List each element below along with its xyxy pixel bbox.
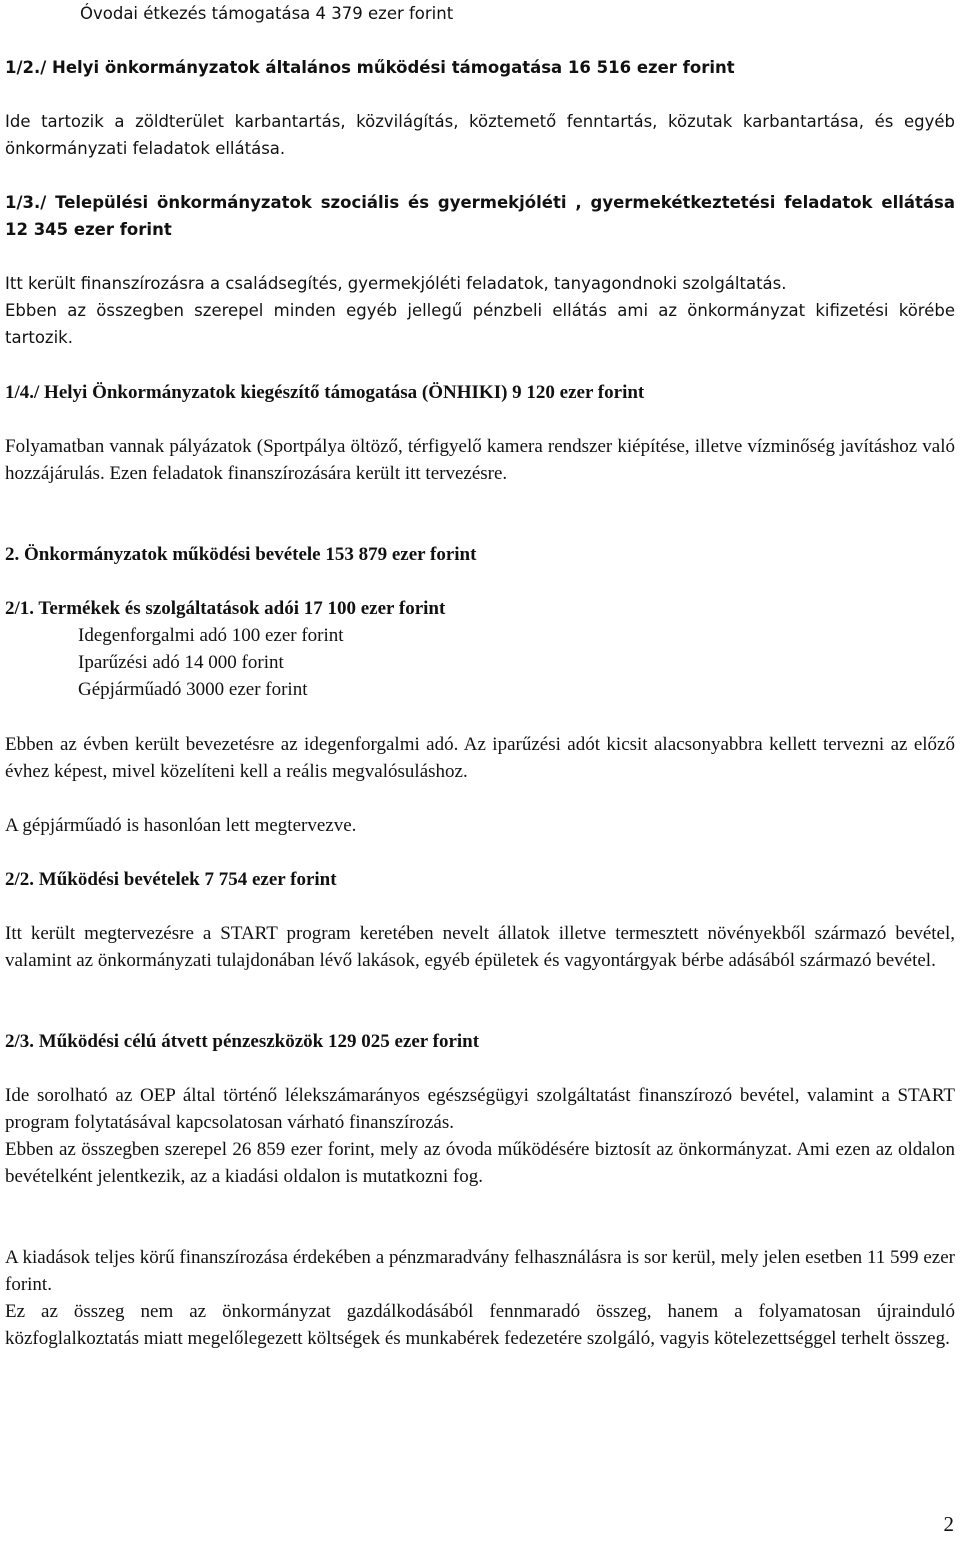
section-1-4-text: Folyamatban vannak pályázatok (Sportpálya öltöző, térfigyelő kamera rendszer kiépítése, illetve vízminőség javításhoz való hozzájárulás. Ezen feladatok finanszírozására került itt tervezésre.	[5, 436, 955, 484]
section-2-3-heading: 2/3. Működési célú átvett pénzeszközök 129 025 ezer forint	[5, 1031, 480, 1052]
section-1-3-heading: 1/3./ Települési önkormányzatok szociális és gyermekjóléti , gyermekétkeztetési feladatok ellátása 12 345 ezer forint	[5, 193, 955, 239]
section-1-2-text: Ide tartozik a zöldterület karbantartás, közvilágítás, köztemető fenntartás, közutak karbantartása, és egyéb önkormányzati feladatok ellátása.	[5, 112, 955, 158]
section-1-2-heading: 1/2./ Helyi önkormányzatok általános működési támogatása 16 516 ezer forint	[5, 58, 735, 77]
section-2-heading: 2. Önkormányzatok működési bevétele 153 879 ezer forint	[5, 544, 477, 565]
section-2-1-heading: 2/1. Termékek és szolgáltatások adói 17 100 ezer forint	[5, 598, 446, 619]
tax-item-vehicle: Gépjárműadó 3000 ezer forint	[78, 679, 308, 700]
tax-item-business: Iparűzési adó 14 000 forint	[78, 652, 284, 673]
section-2-3-text-1: Ide sorolható az OEP által történő lélekszámarányos egészségügyi szolgáltatást finanszírozó bevétel, valamint a START program folytatásával kapcsolatosan várható finanszírozás.	[5, 1085, 955, 1133]
section-1-3-text-2: Ebben az összegben szerepel minden egyéb jellegű pénzbeli ellátás ami az önkormányzat kifizetési körébe tartozik.	[5, 301, 955, 347]
tax-items-list	[5, 622, 955, 703]
section-2-3-text-2: Ebben az összegben szerepel 26 859 ezer forint, mely az óvoda működésére biztosít az önkormányzat. Ami ezen az oldalon bevételként jelentkezik, az a kiadási oldalon is mutatkozni fog.	[5, 1139, 955, 1187]
section-1-3-text-1: Itt került finanszírozásra a családsegítés, gyermekjóléti feladatok, tanyagondnoki szolgáltatás.	[5, 274, 787, 293]
section-2-3-text-4: Ez az összeg nem az önkormányzat gazdálkodásából fennmaradó összeg, hanem a folyamatosan újrainduló közfoglalkoztatás miatt megelőlegezett költségek és munkabérek fedezetére szolgáló, vagyis kötelezettséggel terhelt összeg.	[5, 1301, 955, 1349]
section-2-3-text-3: A kiadások teljes körű finanszírozása érdekében a pénzmaradvány felhasználásra is sor kerül, mely jelen esetben 11 599 ezer forint.	[5, 1247, 955, 1295]
section-2-1-text-2: A gépjárműadó is hasonlóan lett megtervezve.	[5, 815, 357, 836]
kindergarten-meal-support-line: Óvodai étkezés támogatása 4 379 ezer forint	[80, 4, 454, 23]
tax-item-tourism: Idegenforgalmi adó 100 ezer forint	[78, 625, 344, 646]
section-2-1-text-1: Ebben az évben került bevezetésre az idegenforgalmi adó. Az iparűzési adót kicsit alacsonyabbra kellett tervezni az előző évhez képest, mivel közelíteni kell a reális megvalósuláshoz.	[5, 734, 955, 782]
section-1-4-heading: 1/4./ Helyi Önkormányzatok kiegészítő támogatása (ÖNHIKI) 9 120 ezer forint	[5, 382, 645, 403]
page-number: 2	[943, 1512, 954, 1536]
section-2-2-heading: 2/2. Működési bevételek 7 754 ezer forint	[5, 869, 337, 890]
section-2-2-text: Itt került megtervezésre a START program keretében nevelt állatok illetve termesztett növényekből származó bevétel, valamint az önkormányzati tulajdonában lévő lakások, egyéb épületek és vagyontárgyak bérbe adásából származó bevétel.	[5, 923, 955, 971]
